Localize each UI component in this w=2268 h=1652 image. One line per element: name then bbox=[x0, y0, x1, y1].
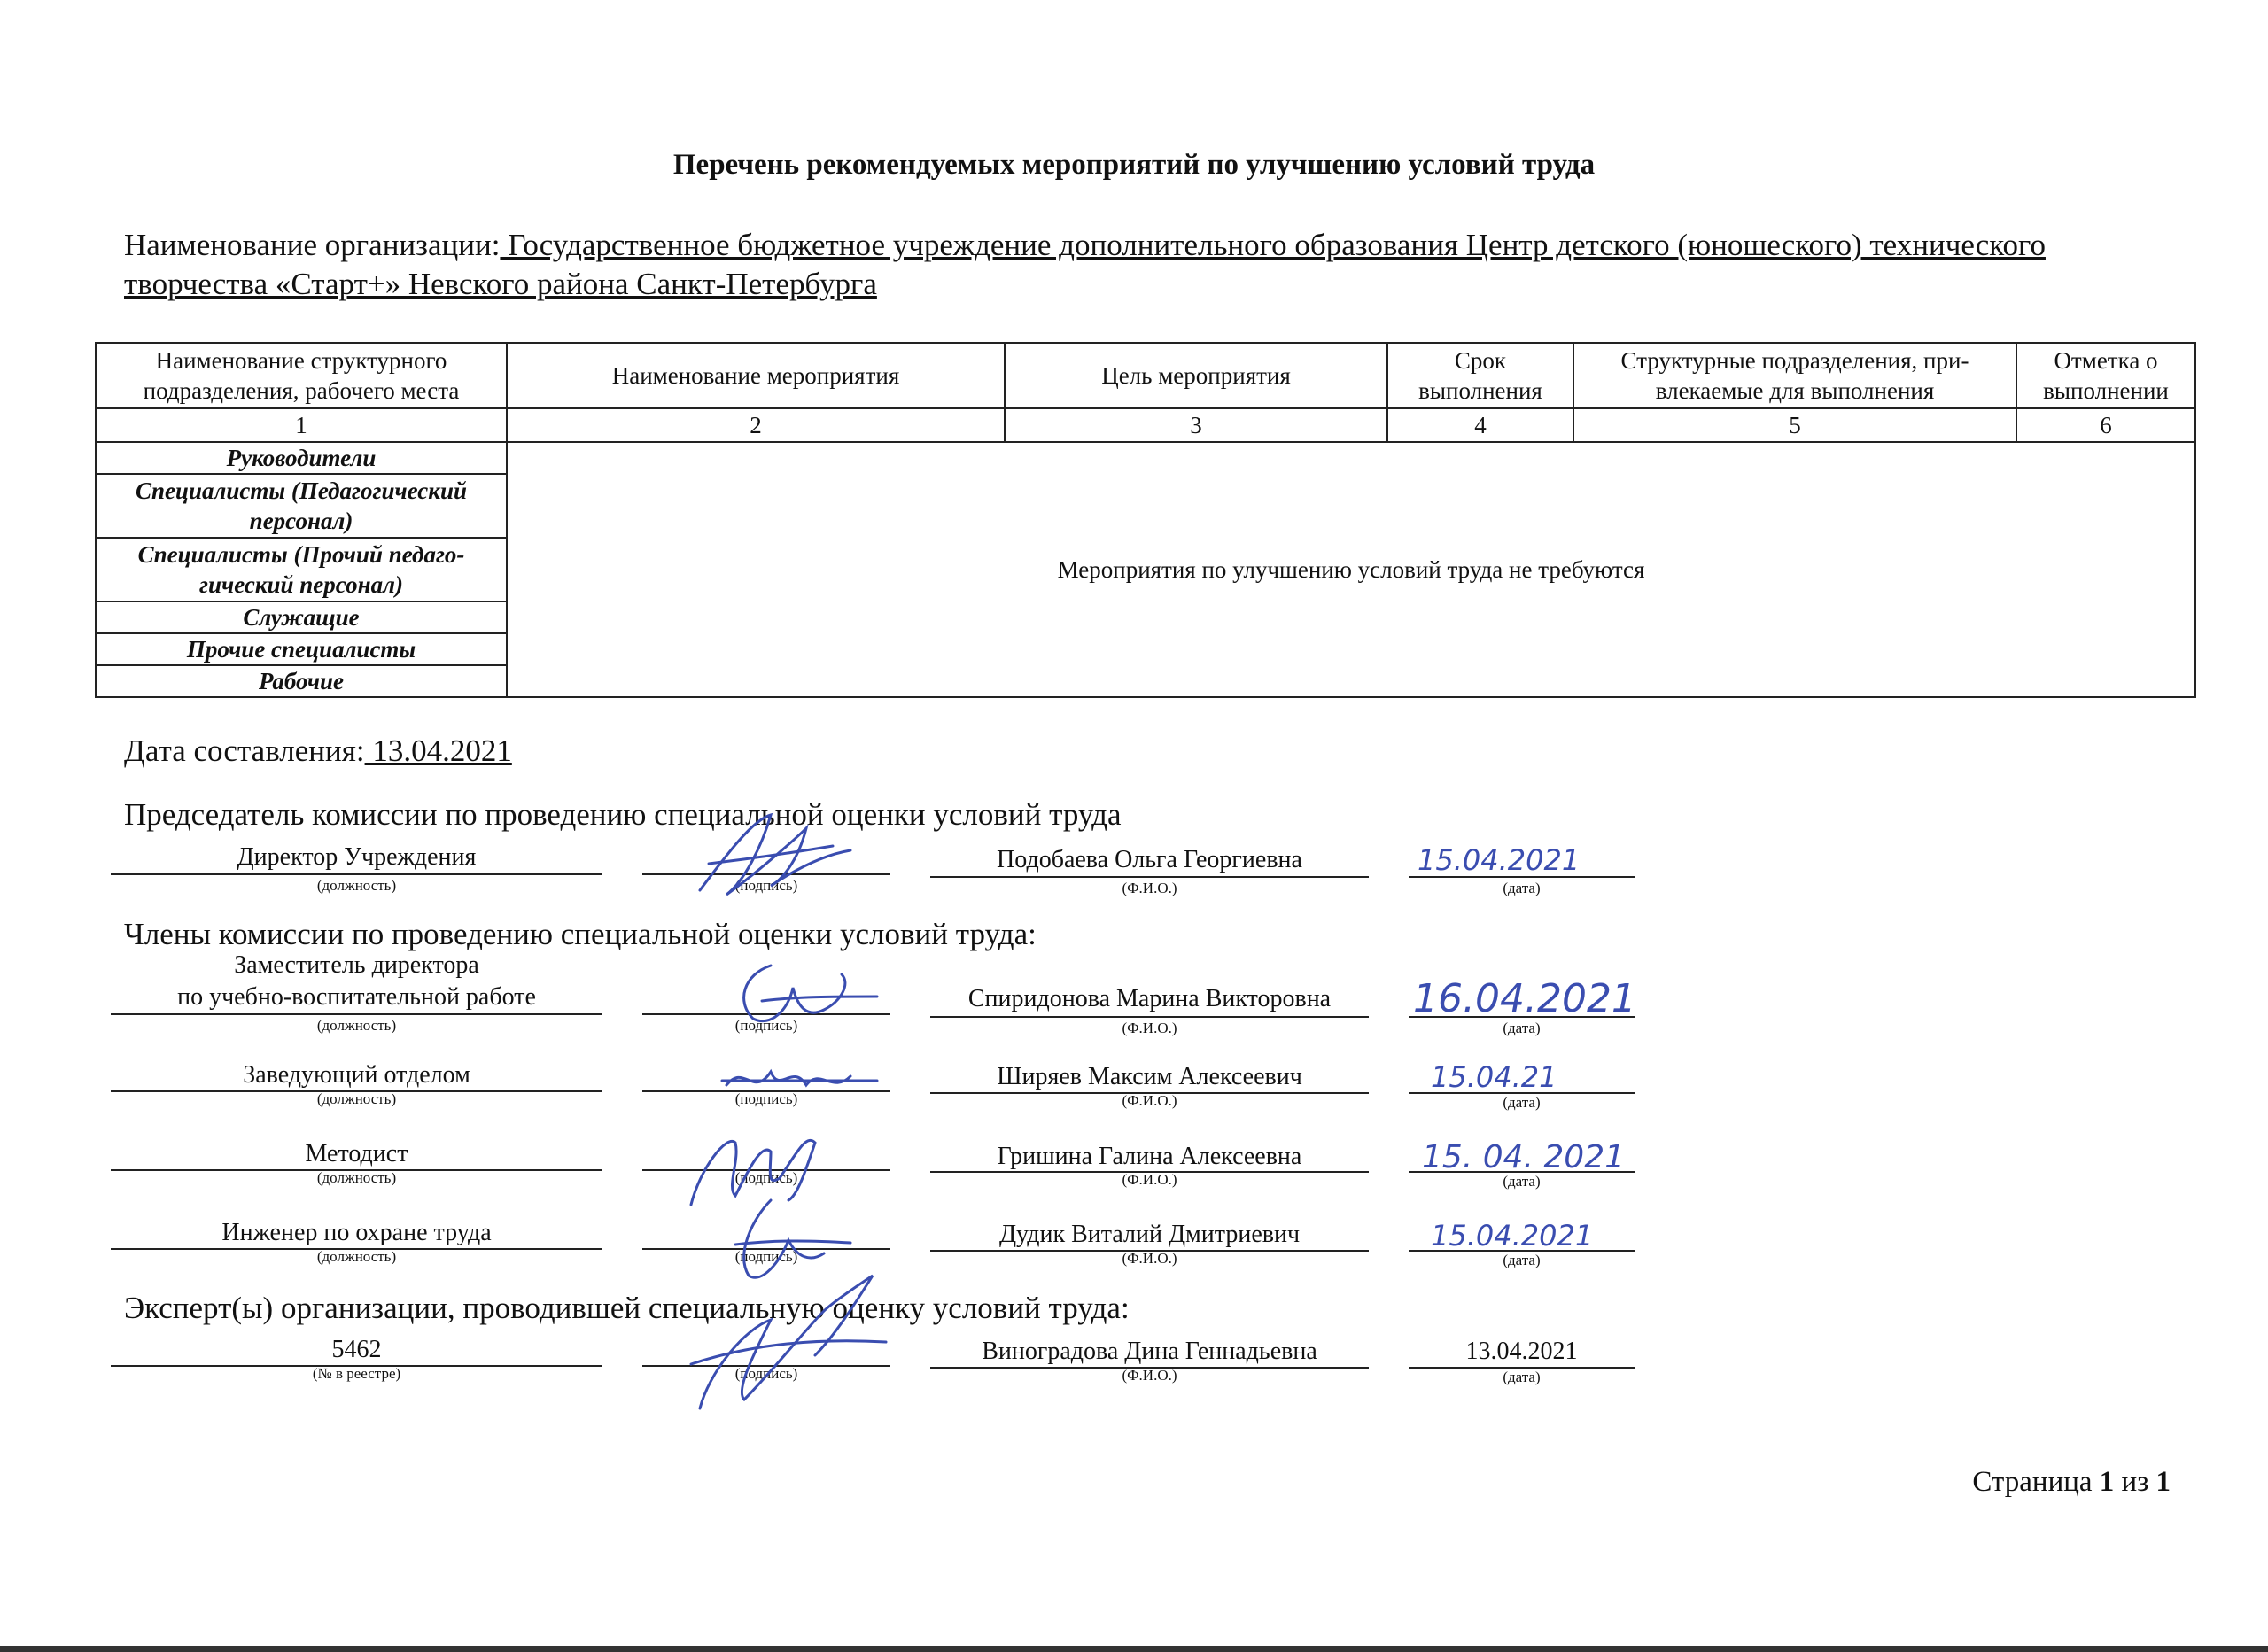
compilation-date-label: Дата составления: bbox=[124, 733, 365, 768]
expert-name: Виноградова Дина Геннадьевна bbox=[982, 1338, 1317, 1365]
member-name: Гришина Галина Алексеевна bbox=[997, 1143, 1302, 1170]
handwritten-date-text: 15.04.21 bbox=[1431, 1060, 1557, 1094]
name-caption: (Ф.И.О.) bbox=[1122, 1092, 1177, 1109]
signature-mark bbox=[673, 802, 868, 908]
member-position: Заведующий отделом bbox=[243, 1061, 470, 1089]
organization-name: Государственное бюджетное учреждение дополнительного образования Центр детского (юношеского) технического творчества «Старт+» Невского района Санкт-Петербурга bbox=[124, 228, 2046, 301]
position-line bbox=[111, 873, 602, 875]
header-cell: Отметка о выполнении bbox=[2016, 343, 2195, 408]
date-caption: (дата) bbox=[1503, 1094, 1541, 1111]
signature-caption: (подпись) bbox=[734, 1017, 798, 1034]
chairman-heading: Председатель комиссии по проведению специальной оценки условий труда bbox=[124, 797, 1122, 832]
position-caption: (должность) bbox=[316, 1248, 397, 1265]
handwritten-date bbox=[1409, 974, 1674, 1020]
header-cell: Наименование структурного подразделения, рабочего места bbox=[96, 343, 507, 408]
handwritten-date bbox=[1409, 842, 1639, 877]
category-cell: Специалисты (Педагогический персонал) bbox=[96, 474, 507, 538]
registry-caption: (№ в реестре) bbox=[312, 1365, 401, 1382]
name-caption: (Ф.И.О.) bbox=[1122, 1020, 1177, 1036]
handwritten-date-text: 16.04.2021 bbox=[1413, 976, 1636, 1021]
signature-mark bbox=[709, 1054, 886, 1107]
column-number: 1 bbox=[96, 408, 507, 442]
member-name: Дудик Виталий Дмитриевич bbox=[998, 1221, 1301, 1248]
signature-caption: (подпись) bbox=[734, 1248, 798, 1265]
page-counter bbox=[1972, 1466, 2171, 1499]
handwritten-date-text: 15.04.2021 bbox=[1418, 843, 1581, 877]
scan-edge-bar bbox=[0, 1646, 2268, 1652]
name-line bbox=[930, 1016, 1369, 1018]
signature-mark bbox=[709, 948, 886, 1036]
name-line bbox=[930, 876, 1369, 878]
page-number: 1 bbox=[2099, 1466, 2115, 1498]
header-cell: Структурные подразделения, при-влекаемые для выполнения bbox=[1573, 343, 2016, 408]
merged-note-cell: Мероприятия по улучшению условий труда не требуются bbox=[507, 442, 2195, 697]
page-total: 1 bbox=[2155, 1466, 2171, 1498]
header-cell: Срок выполнения bbox=[1387, 343, 1573, 408]
compilation-date-value: 13.04.2021 bbox=[364, 733, 512, 768]
organization-label: Наименование организации: bbox=[124, 228, 501, 262]
name-caption: (Ф.И.О.) bbox=[1122, 880, 1177, 896]
handwritten-date-text: 15. 04. 2021 bbox=[1422, 1139, 1626, 1175]
signature-caption: (подпись) bbox=[734, 1090, 798, 1107]
chairman-position: Директор Учреждения bbox=[237, 843, 477, 871]
position-caption: (должность) bbox=[316, 1017, 397, 1034]
category-cell: Специалисты (Прочий педаго-гический персонал) bbox=[96, 538, 507, 601]
date-caption: (дата) bbox=[1503, 1252, 1541, 1268]
member-name: Ширяев Максим Алексеевич bbox=[997, 1063, 1302, 1090]
members-heading: Члены комиссии по проведению специальной оценки условий труда: bbox=[124, 917, 1037, 951]
position-caption: (должность) bbox=[316, 1090, 397, 1107]
member-position: Инженер по охране труда bbox=[221, 1219, 492, 1246]
position-caption: (должность) bbox=[316, 877, 397, 894]
date-caption: (дата) bbox=[1503, 1173, 1541, 1190]
header-cell: Цель мероприятия bbox=[1005, 343, 1387, 408]
expert-date: 13.04.2021 bbox=[1465, 1338, 1578, 1365]
chairman-name: Подобаева Ольга Георгиевна bbox=[997, 846, 1302, 873]
column-number: 3 bbox=[1005, 408, 1387, 442]
member-name: Спиридонова Марина Викторовна bbox=[967, 985, 1332, 1012]
member-position: по учебно-воспитательной работе bbox=[177, 983, 536, 1011]
compilation-date bbox=[124, 733, 512, 769]
name-caption: (Ф.И.О.) bbox=[1122, 1171, 1177, 1188]
header-cell: Наименование мероприятия bbox=[507, 343, 1005, 408]
date-caption: (дата) bbox=[1503, 880, 1541, 896]
category-cell: Служащие bbox=[96, 601, 507, 633]
member-position-line1: Заместитель директора bbox=[234, 951, 479, 979]
signature-caption: (подпись) bbox=[734, 1365, 798, 1382]
column-number: 2 bbox=[507, 408, 1005, 442]
date-caption: (дата) bbox=[1503, 1369, 1541, 1385]
handwritten-date bbox=[1426, 1217, 1639, 1253]
organization bbox=[124, 226, 2162, 304]
category-cell: Руководители bbox=[96, 442, 507, 474]
expert-heading: Эксперт(ы) организации, проводившей специальную оценку условий труда: bbox=[124, 1291, 1130, 1325]
date-caption: (дата) bbox=[1503, 1020, 1541, 1036]
position-line bbox=[111, 1013, 602, 1015]
column-number: 4 bbox=[1387, 408, 1573, 442]
handwritten-date bbox=[1418, 1136, 1666, 1175]
page-counter-prefix: Страница bbox=[1972, 1466, 2100, 1498]
table-row bbox=[96, 442, 2195, 474]
category-cell: Рабочие bbox=[96, 665, 507, 697]
column-number: 5 bbox=[1573, 408, 2016, 442]
table-number-row bbox=[96, 408, 2195, 442]
signature-caption: (подпись) bbox=[734, 1169, 798, 1186]
table-header-row bbox=[96, 343, 2195, 408]
signature-mark bbox=[673, 1267, 904, 1417]
member-position: Методист bbox=[305, 1140, 408, 1167]
name-caption: (Ф.И.О.) bbox=[1122, 1367, 1177, 1384]
expert-registry-number: 5462 bbox=[331, 1336, 382, 1363]
measures-table bbox=[95, 342, 2196, 698]
signature-caption: (подпись) bbox=[734, 877, 798, 894]
category-cell: Прочие специалисты bbox=[96, 633, 507, 665]
handwritten-date-text: 15.04.2021 bbox=[1431, 1219, 1594, 1253]
page-counter-middle: из bbox=[2114, 1466, 2156, 1498]
column-number: 6 bbox=[2016, 408, 2195, 442]
handwritten-date bbox=[1426, 1059, 1604, 1094]
position-caption: (должность) bbox=[316, 1169, 397, 1186]
name-caption: (Ф.И.О.) bbox=[1122, 1250, 1177, 1267]
document-title: Перечень рекомендуемых мероприятий по улучшению условий труда bbox=[672, 149, 1596, 181]
